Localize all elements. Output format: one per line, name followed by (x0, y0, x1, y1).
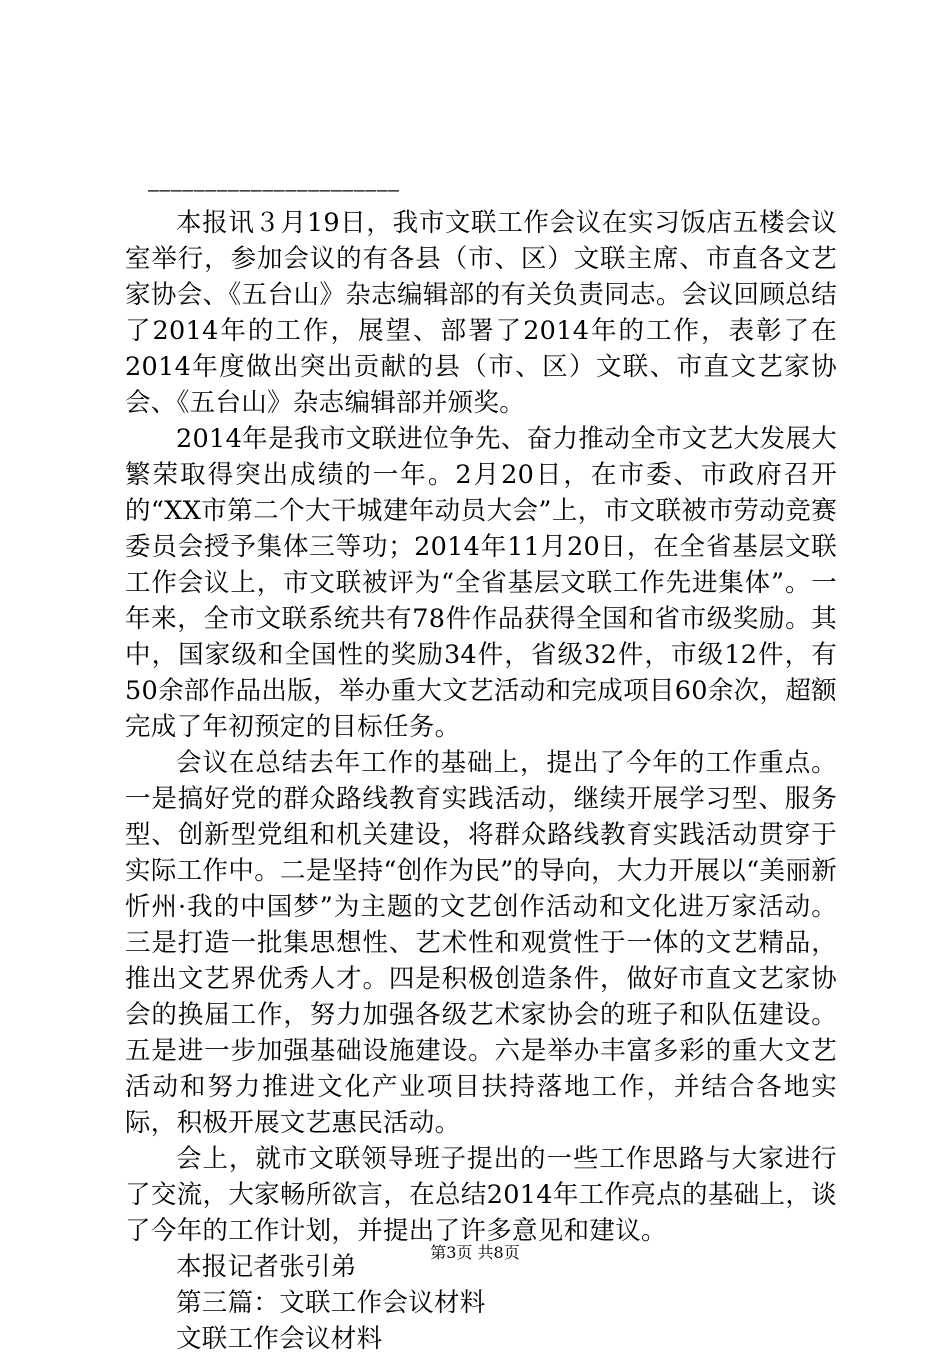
paragraph-1: 本报讯３月19日，我市文联工作会议在实习饭店五楼会议室举行，参加会议的有各县（市、区）文联主席、市直各文艺家协会、《五台山》杂志编辑部的有关负责同志。会议回顾总结了2014年的工作，展望、部署了2014年的工作，表彰了在2014年度做出突出贡献的县（市、区）文联、市直文艺家协会、《五台山》杂志编辑部并颁奖。 (125, 208, 837, 418)
article-body (125, 205, 837, 1357)
reporter-byline: 本报记者张引弟 (176, 1252, 357, 1282)
section-heading: 第三篇：文联工作会议材料 (176, 1288, 486, 1318)
paragraph-2: 2014年是我市文联进位争先、奋力推动全市文艺大发展大繁荣取得突出成绩的一年。2月20日，在市委、市政府召开的“XX市第二个大干城建年动员大会”上，市文联被市劳动竞赛委员会授予集体三等功；2014年11月20日，在全省基层文联工作会议上，市文联被评为“全省基层文联工作先进集体”。一年来，全市文联系统共有78件作品获得全国和省市级奖励。其中，国家级和全国性的奖励34件，省级32件，市级12件，有50余部作品出版，举办重大文艺活动和完成项目60余次，超额完成了年初预定的目标任务。 (125, 424, 837, 742)
separator-line: —————————————————————— (148, 180, 400, 201)
page-footer: 第3页 共8页 (430, 1243, 520, 1262)
paragraph-4: 会上，就市文联领导班子提出的一些工作思路与大家进行了交流，大家畅所欲言，在总结2014年工作亮点的基础上，谈了今年的工作计划，并提出了许多意见和建议。 (125, 1144, 837, 1246)
section-title: 文联工作会议材料 (176, 1324, 383, 1354)
paragraph-3: 会议在总结去年工作的基础上，提出了今年的工作重点。一是搞好党的群众路线教育实践活动，继续开展学习型、服务型、创新型党组和机关建设，将群众路线教育实践活动贯穿于实际工作中。二是坚持“创作为民”的导向，大力开展以“美丽新忻州·我的中国梦”为主题的文艺创作活动和文化进万家活动。三是打造一批集思想性、艺术性和观赏性于一体的文艺精品，推出文艺界优秀人才。四是积极创造条件，做好市直文艺家协会的换届工作，努力加强各级艺术家协会的班子和队伍建设。五是进一步加强基础设施建设。六是举办丰富多彩的重大文艺活动和努力推进文化产业项目扶持落地工作，并结合各地实际，积极开展文艺惠民活动。 (125, 748, 837, 1138)
